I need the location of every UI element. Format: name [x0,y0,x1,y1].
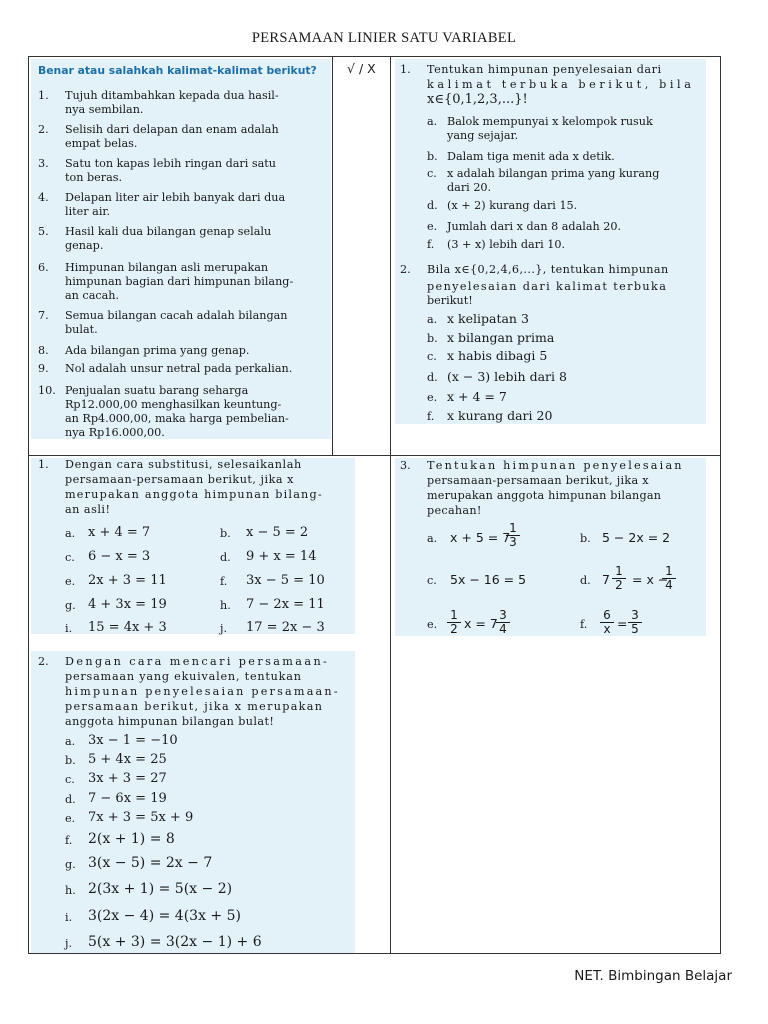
question-text: kalimat terbuka berikut, bila [427,78,695,91]
item-text: Balok mempunyai x kelompok rusuk [447,115,653,128]
item-text: x adalah bilangan prima yang kurang [447,167,660,180]
equation: x = 7 [464,616,498,631]
fraction [662,565,676,592]
item-text: (3 + x) lebih dari 10. [447,238,566,251]
equation: 3x − 5 = 10 [246,573,325,588]
question-number: 2. [38,655,49,668]
item-label: g. [65,858,76,871]
item-label: a. [427,532,438,545]
equation: 3(2x − 4) = 4(3x + 5) [88,908,241,924]
item-label: f. [427,410,435,423]
question-text: Bila x∈{0,2,4,6,...}, tentukan himpunan [427,263,669,276]
equation: = [617,616,628,631]
equation: 9 + x = 14 [246,549,317,564]
item-label: d. [427,371,438,384]
fraction [612,565,626,592]
item-label: f. [580,618,588,631]
item-label: d. [580,574,591,587]
question-text: pecahan! [427,504,482,517]
statement-text: nya Rp16.000,00. [65,426,165,439]
statement-text: an Rp4.000,00, maka harga pembelian- [65,412,289,425]
question-text: persamaan-persamaan berikut, jika x [427,474,649,487]
statement-text: nya sembilan. [65,103,144,116]
question-text: an asli! [65,503,111,516]
statement-text: an cacah. [65,289,120,302]
statement-number: 2. [38,123,49,136]
denominator: 3 [506,535,520,549]
item-text: x habis dibagi 5 [447,348,548,363]
fraction [600,609,614,636]
item-label: c. [65,773,75,786]
item-text: (x + 2) kurang dari 15. [447,199,578,212]
fraction [628,609,642,636]
equation: 6 − x = 3 [88,549,151,564]
statement-number: 5. [38,225,49,238]
statement-number: 9. [38,362,49,375]
fraction [447,609,461,636]
denominator: 4 [662,578,676,592]
statement-number: 3. [38,157,49,170]
numerator: 1 [665,564,673,578]
equation: 4 + 3x = 19 [88,597,167,612]
statement-text: Delapan liter air lebih banyak dari dua [65,191,286,204]
question-text: berikut! [427,294,473,307]
item-label: e. [65,812,76,825]
divider [29,455,720,456]
equation: 15 = 4x + 3 [88,620,167,635]
numerator: 1 [450,608,458,622]
item-label: c. [65,551,75,564]
item-label: c. [427,167,437,180]
item-label: d. [427,199,438,212]
question-text: Dengan cara substitusi, selesaikanlah [65,458,302,471]
item-label: g. [65,599,76,612]
statement-text: Himpunan bilangan asli merupakan [65,261,269,274]
statement-text: Ada bilangan prima yang genap. [65,344,250,357]
numerator: 1 [509,521,517,535]
statement-text: liter air. [65,205,111,218]
item-label: a. [427,115,438,128]
item-label: b. [65,754,76,767]
question-number: 2. [400,263,411,276]
item-label: h. [65,884,76,897]
item-label: j. [65,937,73,950]
item-label: b. [427,332,438,345]
item-text: Jumlah dari x dan 8 adalah 20. [447,220,622,233]
question-number: 3. [400,459,411,472]
item-label: e. [427,391,438,404]
statement-number: 7. [38,309,49,322]
item-label: c. [427,350,437,363]
statement-number: 1. [38,89,49,102]
statement-number: 6. [38,261,49,274]
statement-number: 10. [38,384,56,397]
equation: 7x + 3 = 5x + 9 [88,810,194,825]
question-text: x∈{0,1,2,3,...}! [427,92,528,107]
item-label: b. [427,150,438,163]
equation: 7 [602,572,610,587]
equation: 5x − 16 = 5 [450,572,527,587]
item-label: e. [427,220,438,233]
item-label: f. [220,575,228,588]
equation: 5(x + 3) = 3(2x − 1) + 6 [88,934,262,950]
item-label: a. [65,527,76,540]
question-text: Tentukan himpunan penyelesaian [427,459,684,472]
item-label: e. [427,618,438,631]
divider [390,57,391,953]
statement-text: Selisih dari delapan dan enam adalah [65,123,279,136]
equation: 5 − 2x = 2 [602,530,671,545]
equation: 3x + 3 = 27 [88,771,167,786]
equation: 2x + 3 = 11 [88,573,167,588]
item-label: a. [65,735,76,748]
item-text: x kelipatan 3 [447,311,529,326]
equation: = x − [632,572,669,587]
numerator: 1 [615,564,623,578]
statement-text: empat belas. [65,137,138,150]
statement-text: bulat. [65,323,98,336]
question-text: merupakan anggota himpunan bilangan [427,489,662,502]
statement-text: Nol adalah unsur netral pada perkalian. [65,362,293,375]
item-text: x bilangan prima [447,330,555,345]
question-number: 1. [38,458,49,471]
statement-text: genap. [65,239,104,252]
question-text: anggota himpunan bilangan bulat! [65,715,275,728]
equation: 2(x + 1) = 8 [88,831,175,847]
equation: 17 = 2x − 3 [246,620,325,635]
question-text: himpunan penyelesaian persamaan- [65,685,340,698]
denominator: x [600,622,614,636]
statement-text: Satu ton kapas lebih ringan dari satu [65,157,277,170]
question-number: 1. [400,63,411,76]
item-text: yang sejajar. [447,129,519,142]
statement-text: himpunan bagian dari himpunan bilang- [65,275,294,288]
denominator: 2 [447,622,461,636]
item-text: (x − 3) lebih dari 8 [447,369,567,384]
question-text: persamaan berikut, jika x merupakan [65,700,324,713]
item-label: f. [427,238,435,251]
item-label: a. [427,313,438,326]
footer-brand: NET. Bimbingan Belajar [574,968,732,984]
numerator: 6 [603,608,611,622]
item-text: x + 4 = 7 [447,389,507,404]
question-text: Dengan cara mencari persamaan- [65,655,330,668]
statement-text: Hasil kali dua bilangan genap selalu [65,225,272,238]
question-text: merupakan anggota himpunan bilang- [65,488,323,501]
equation: 3(x − 5) = 2x − 7 [88,855,213,871]
question-text: penyelesaian dari kalimat terbuka [427,280,668,293]
page-title: PERSAMAAN LINIER SATU VARIABEL [251,30,517,46]
denominator: 5 [628,622,642,636]
item-text: Dalam tiga menit ada x detik. [447,150,615,163]
question-text: persamaan-persamaan berikut, jika x [65,473,294,486]
numerator: 3 [631,608,639,622]
statement-number: 8. [38,344,49,357]
item-text: x kurang dari 20 [447,408,553,423]
denominator: 4 [496,622,510,636]
truth-table-header: Benar atau salahkah kalimat-kalimat berikut? [38,64,317,77]
equation: x − 5 = 2 [246,525,309,540]
statement-text: Penjualan suatu barang seharga [65,384,249,397]
fraction [506,522,520,549]
equation: 3x − 1 = −10 [88,733,178,748]
check-column-header: √ / X [347,61,376,76]
item-label: f. [65,834,73,847]
numerator: 3 [499,608,507,622]
denominator: 2 [612,578,626,592]
item-label: e. [65,575,76,588]
item-label: j. [220,622,228,635]
statement-text: Tujuh ditambahkan kepada dua hasil- [65,89,279,102]
item-label: d. [65,793,76,806]
statement-text: ton beras. [65,171,123,184]
divider [332,57,333,455]
question-text: persamaan yang ekuivalen, tentukan [65,670,302,683]
statement-text: Semua bilangan cacah adalah bilangan [65,309,288,322]
item-label: i. [65,622,73,635]
equation: 7 − 6x = 19 [88,791,167,806]
fraction [496,609,510,636]
item-label: c. [427,574,437,587]
item-label: h. [220,599,231,612]
statement-text: Rp12.000,00 menghasilkan keuntung- [65,398,282,411]
question-text: Tentukan himpunan penyelesaian dari [427,63,662,76]
equation: 2(3x + 1) = 5(x − 2) [88,881,233,897]
equation: x + 5 = 7 [450,530,511,545]
item-label: b. [580,532,591,545]
equation: 7 − 2x = 11 [246,597,325,612]
statement-number: 4. [38,191,49,204]
item-text: dari 20. [447,181,492,194]
equation: x + 4 = 7 [88,525,151,540]
equation: 5 + 4x = 25 [88,752,167,767]
item-label: b. [220,527,231,540]
item-label: i. [65,911,73,924]
item-label: d. [220,551,231,564]
